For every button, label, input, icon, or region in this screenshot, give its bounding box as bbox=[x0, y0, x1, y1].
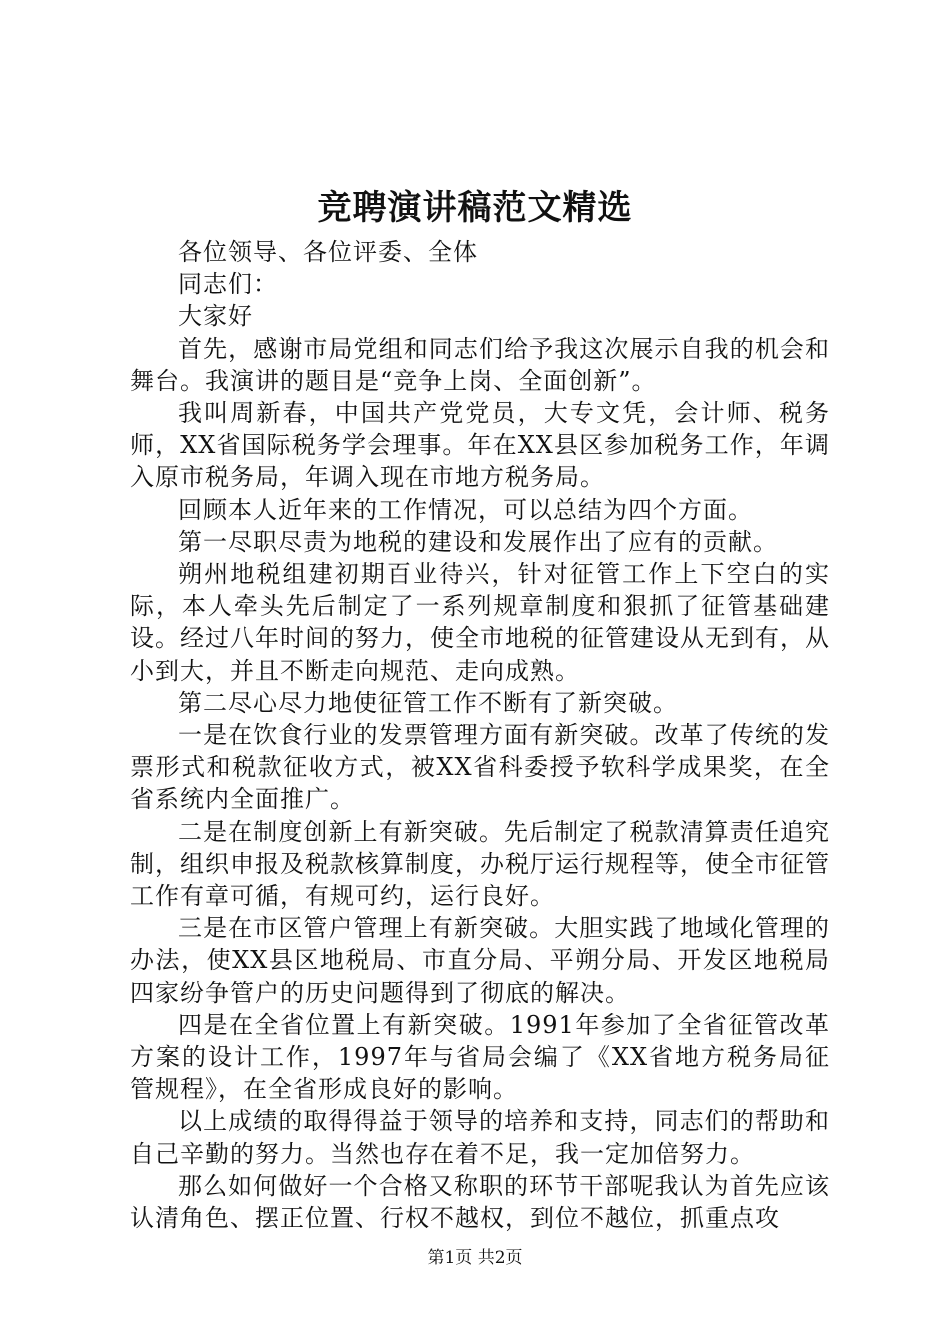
paragraph: 朔州地税组建初期百业待兴，针对征管工作上下空白的实际，本人牵头先后制定了一系列规章制度和狠抓了征管基础建设。经过八年时间的努力，使全市地税的征管建设从无到有，从小到大，并且不断走向规范、走向成熟。 bbox=[130, 560, 830, 685]
document-body bbox=[130, 236, 830, 1234]
paragraph: 那么如何做好一个合格又称职的环节干部呢我认为首先应该认清角色、摆正位置、行权不越权，到位不越位，抓重点攻 bbox=[130, 1171, 830, 1233]
paragraph: 首先，感谢市局党组和同志们给予我这次展示自我的机会和舞台。我演讲的题目是“竞争上岗、全面创新”。 bbox=[130, 334, 830, 395]
paragraph: 二是在制度创新上有新突破。先后制定了税款清算责任追究制，组织申报及税款核算制度，办税厅运行规程等，使全市征管工作有章可循，有规可约，运行良好。 bbox=[130, 817, 830, 911]
paragraph: 三是在市区管户管理上有新突破。大胆实践了地域化管理的办法，使XX县区地税局、市直分局、平朔分局、开发区地税局四家纷争管户的历史问题得到了彻底的解决。 bbox=[130, 914, 830, 1007]
page-number-footer: 第1页 共2页 bbox=[427, 1248, 523, 1268]
paragraph: 以上成绩的取得得益于领导的培养和支持，同志们的帮助和自己辛勤的努力。当然也存在着不足，我一定加倍努力。 bbox=[130, 1107, 830, 1168]
document-title: 竞聘演讲稿范文精选 bbox=[317, 188, 633, 228]
paragraph: 各位领导、各位评委、全体 bbox=[178, 238, 478, 266]
paragraph: 第一尽职尽责为地税的建设和发展作出了应有的贡献。 bbox=[178, 527, 778, 556]
paragraph: 我叫周新春，中国共产党党员，大专文凭，会计师、税务师，XX省国际税务学会理事。年在XX县区参加税务工作，年调入原市税务局，年调入现在市地方税务局。 bbox=[130, 399, 830, 492]
paragraph: 一是在饮食行业的发票管理方面有新突破。改革了传统的发票形式和税款征收方式，被XX省科委授予软科学成果奖，在全省系统内全面推广。 bbox=[130, 721, 830, 814]
paragraph: 大家好 bbox=[178, 302, 253, 331]
paragraph: 四是在全省位置上有新突破。1991年参加了全省征管改革方案的设计工作，1997年与省局会编了《XX省地方税务局征管规程》，在全省形成良好的影响。 bbox=[130, 1010, 830, 1104]
paragraph: 回顾本人近年来的工作情况，可以总结为四个方面。 bbox=[178, 495, 753, 524]
paragraph: 第二尽心尽力地使征管工作不断有了新突破。 bbox=[178, 688, 678, 717]
paragraph: 同志们： bbox=[178, 270, 278, 299]
